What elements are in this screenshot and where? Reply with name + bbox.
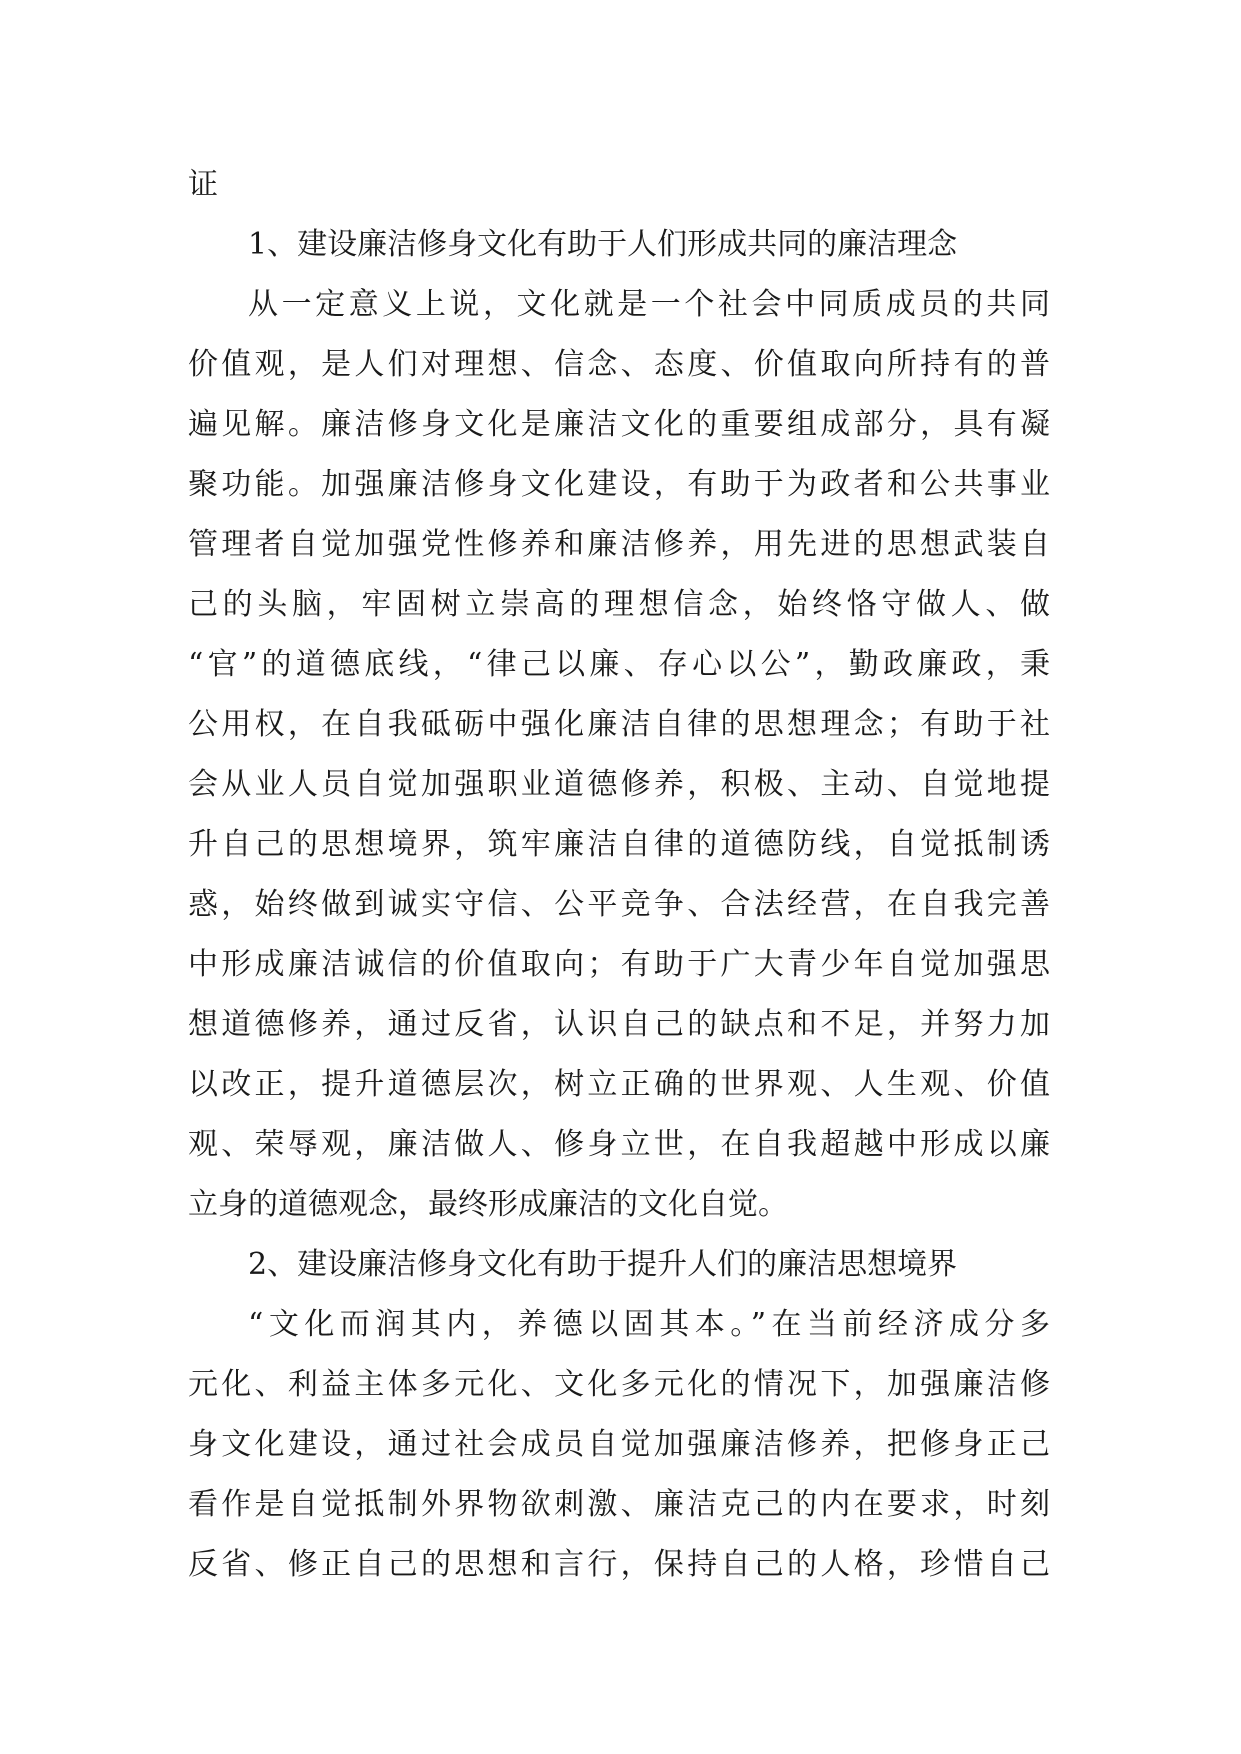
- heading-1: 1、建设廉洁修身文化有助于人们形成共同的廉洁理念: [248, 227, 958, 262]
- text-line: 身文化建设，通过社会成员自觉加强廉洁修养，把修身正己: [188, 1427, 1050, 1462]
- text-line: 公用权，在自我砥砺中强化廉洁自律的思想理念；有助于社: [188, 707, 1050, 742]
- document-page: [188, 155, 1050, 1595]
- text-line: “官”的道德底线，“律己以廉、存心以公”，勤政廉政，秉: [188, 647, 1050, 682]
- text-line: 观、荣辱观，廉洁做人、修身立世，在自我超越中形成以廉: [188, 1127, 1050, 1162]
- heading-2: 2、建设廉洁修身文化有助于提升人们的廉洁思想境界: [248, 1247, 958, 1282]
- text-line: 立身的道德观念，最终形成廉洁的文化自觉。: [188, 1187, 788, 1222]
- text-line: 遍见解。廉洁修身文化是廉洁文化的重要组成部分，具有凝: [188, 407, 1050, 442]
- text-line: 反省、修正自己的思想和言行，保持自己的人格，珍惜自己: [188, 1547, 1050, 1582]
- text-line: “文化而润其内，养德以固其本。”在当前经济成分多: [248, 1307, 1050, 1342]
- text-line: 惑，始终做到诚实守信、公平竞争、合法经营，在自我完善: [188, 887, 1050, 922]
- text-line: 会从业人员自觉加强职业道德修养，积极、主动、自觉地提: [188, 767, 1050, 802]
- text-line: 价值观，是人们对理想、信念、态度、价值取向所持有的普: [188, 347, 1050, 382]
- text-line: 升自己的思想境界，筑牢廉洁自律的道德防线，自觉抵制诱: [188, 827, 1050, 862]
- text-line: 中形成廉洁诚信的价值取向；有助于广大青少年自觉加强思: [188, 947, 1050, 982]
- text-line: 想道德修养，通过反省，认识自己的缺点和不足，并努力加: [188, 1007, 1050, 1042]
- text-line: 证: [188, 167, 218, 202]
- text-line: 从一定意义上说，文化就是一个社会中同质成员的共同: [248, 287, 1050, 322]
- text-line: 管理者自觉加强党性修养和廉洁修养，用先进的思想武装自: [188, 527, 1050, 562]
- text-line: 聚功能。加强廉洁修身文化建设，有助于为政者和公共事业: [188, 467, 1050, 502]
- text-line: 以改正，提升道德层次，树立正确的世界观、人生观、价值: [188, 1067, 1050, 1102]
- text-line: 己的头脑，牢固树立崇高的理想信念，始终恪守做人、做: [188, 587, 1050, 622]
- text-line: 元化、利益主体多元化、文化多元化的情况下，加强廉洁修: [188, 1367, 1050, 1402]
- text-line: 看作是自觉抵制外界物欲刺激、廉洁克己的内在要求，时刻: [188, 1487, 1050, 1522]
